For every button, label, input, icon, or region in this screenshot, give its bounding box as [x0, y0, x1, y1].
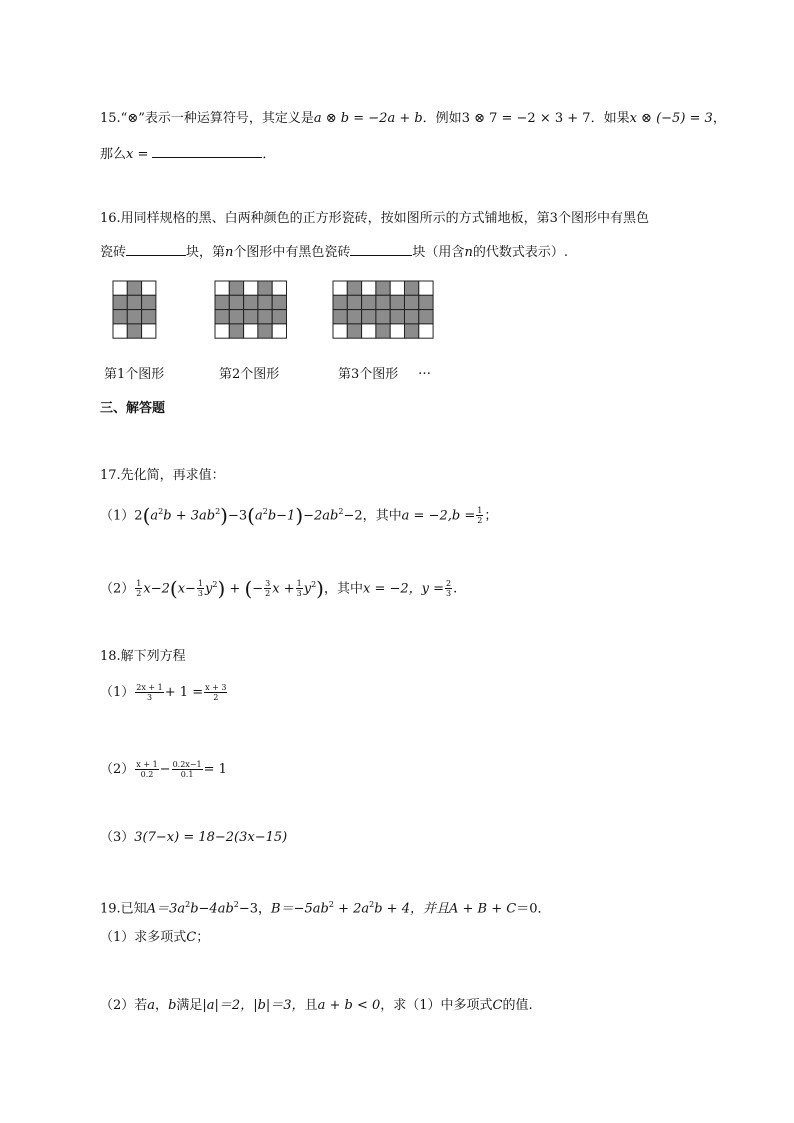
black-tile	[272, 310, 286, 324]
black-tile	[362, 310, 376, 324]
black-tile	[229, 324, 243, 338]
black-tile	[258, 295, 272, 309]
q15-answer-blank[interactable]	[152, 145, 262, 158]
white-tile	[142, 281, 156, 295]
q17-part1: $(1)2(a^2b + 3ab^2)-3(a^2b-1)-2ab^2-2$，其中a = −2,b = $\frac{1}{2}$ ；	[100, 503, 498, 528]
black-tile	[347, 281, 361, 295]
white-tile	[244, 281, 258, 295]
black-tile	[113, 295, 127, 309]
q17-part2: （2） $\frac{1}{2}$ x−2(x− $\frac{1}{3}$ $y^2$) + (− $\frac{3}{2}$ x + $\frac{1}{3}$ $y^2$)，其中x = −2，y = $\frac{2}{3}$ .	[100, 576, 458, 601]
q18-part1: （1） $\frac{2x + 1}{3}$ + 1 = $\frac{x + 3}{2}$	[100, 683, 227, 702]
white-tile	[419, 324, 433, 338]
black-tile	[215, 295, 229, 309]
black-tile	[376, 324, 390, 338]
black-tile	[113, 310, 127, 324]
white-tile	[215, 324, 229, 338]
q18-part2: （2） $\frac{x + 1}{0.2}$ − $\frac{0.2x-1}{0.1}$ = 1	[100, 760, 227, 779]
black-tile	[244, 310, 258, 324]
black-tile	[215, 310, 229, 324]
q19-part1: （1）求多项式C；	[100, 930, 210, 945]
q15-definition: a ⊗ b = −2a + b	[313, 111, 423, 126]
black-tile	[347, 324, 361, 338]
white-tile	[142, 324, 156, 338]
white-tile	[113, 324, 127, 338]
white-tile	[419, 281, 433, 295]
black-tile	[376, 295, 390, 309]
black-tile	[258, 324, 272, 338]
black-tile	[127, 324, 141, 338]
black-tile	[390, 295, 404, 309]
tile-figure-3	[332, 280, 434, 339]
black-tile	[376, 310, 390, 324]
q15-line1: 15.“⊗”表示一种运算符号，其定义是a ⊗ b = −2a + b．例如3 ⊗ 7 = −2 × 3 + 7．如果x ⊗ (−5) = 3，	[100, 111, 726, 126]
figure-2-caption: 第2个图形	[219, 367, 280, 382]
q18-part3: （3）3(7−x) = 18−2(3x−15)	[100, 830, 288, 845]
tile-figure-2	[214, 280, 288, 339]
white-tile	[390, 281, 404, 295]
white-tile	[272, 281, 286, 295]
black-tile	[347, 310, 361, 324]
white-tile	[333, 324, 347, 338]
black-tile	[333, 295, 347, 309]
q16-line2: 瓷砖 块，第n个图形中有黑色瓷砖 块（用含n的代数式表示）.	[100, 245, 568, 260]
black-tile	[142, 310, 156, 324]
black-tile	[404, 295, 418, 309]
black-tile	[127, 310, 141, 324]
black-tile	[127, 295, 141, 309]
white-tile	[215, 281, 229, 295]
white-tile	[362, 281, 376, 295]
q16-line1: 16.用同样规格的黑、白两种颜色的正方形瓷砖，按如图所示的方式铺地板，第3个图形中有黑色	[100, 211, 649, 226]
section-title: 三、解答题	[100, 401, 166, 416]
black-tile	[229, 281, 243, 295]
black-tile	[362, 295, 376, 309]
black-tile	[333, 310, 347, 324]
black-tile	[244, 295, 258, 309]
white-tile	[244, 324, 258, 338]
black-tile	[347, 295, 361, 309]
q17-title: 17.先化简，再求值：	[100, 468, 225, 483]
black-tile	[404, 324, 418, 338]
black-tile	[390, 310, 404, 324]
black-tile	[419, 310, 433, 324]
q19-part2: （2）若a，b满足|a|＝2，|b|＝3，且a + b < 0，求（1）中多项式C的值.	[100, 998, 533, 1013]
q15-condition: x ⊗ (−5) = 3	[629, 111, 713, 126]
figure-ellipsis: …	[418, 363, 431, 378]
black-tile	[142, 295, 156, 309]
q19-line1: 19.已知$A=3a^2b-4ab^2-3$，$B=-5ab^2 + 2a^2b + 4$，并且A + B + C＝0．	[100, 900, 551, 917]
black-tile	[272, 295, 286, 309]
q15-example: 3 ⊗ 7 = −2 × 3 + 7	[461, 111, 591, 126]
black-tile	[404, 281, 418, 295]
q15-line2: 那么x = ．	[100, 147, 276, 162]
q16-blank-2[interactable]	[350, 243, 412, 256]
tile-figure-1	[112, 280, 157, 339]
white-tile	[113, 281, 127, 295]
white-tile	[333, 281, 347, 295]
black-tile	[258, 310, 272, 324]
black-tile	[229, 310, 243, 324]
black-tile	[376, 281, 390, 295]
black-tile	[229, 295, 243, 309]
figure-1-caption: 第1个图形	[104, 367, 165, 382]
white-tile	[362, 324, 376, 338]
q16-blank-1[interactable]	[126, 243, 186, 256]
white-tile	[390, 324, 404, 338]
white-tile	[272, 324, 286, 338]
black-tile	[404, 310, 418, 324]
black-tile	[419, 295, 433, 309]
black-tile	[127, 281, 141, 295]
q18-title: 18.解下列方程	[100, 649, 186, 664]
figure-3-caption: 第3个图形	[338, 367, 399, 382]
black-tile	[258, 281, 272, 295]
